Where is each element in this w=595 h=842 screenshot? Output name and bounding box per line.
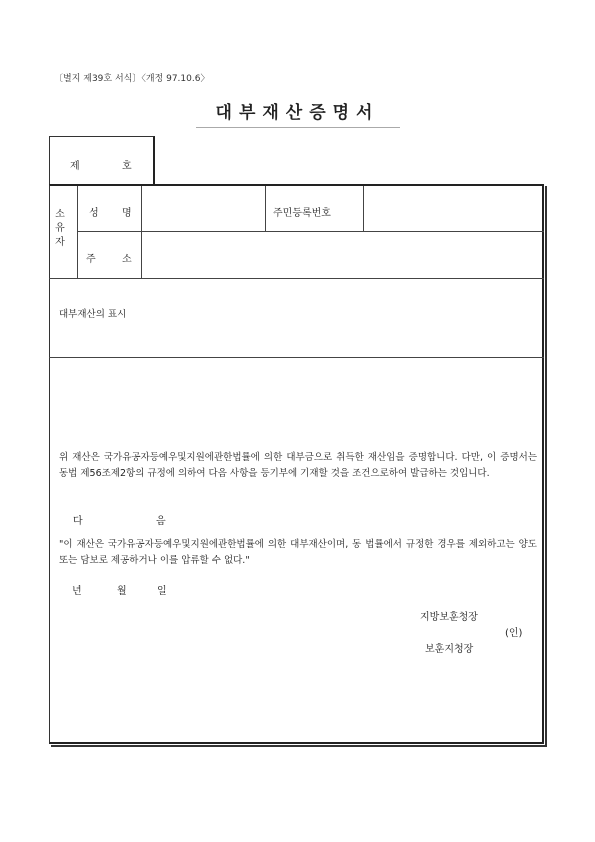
owner-section-label: 소유자	[55, 209, 65, 248]
box-shadow-right	[545, 186, 547, 746]
date-year-label: 년	[72, 586, 82, 597]
date-day-label: 일	[157, 586, 167, 597]
number-label-prefix: 제	[70, 161, 80, 172]
title-underline	[196, 127, 400, 128]
form-reference: 〔별지 제39호 서식〕〈개정 97.10.6〉	[54, 74, 210, 84]
next-label-b: 음	[156, 516, 166, 527]
certificate-statement: 위 재산은 국가유공자등예우및지원에관한법률에 의한 대부금으로 취득한 재산임을 증명합니다. 다만, 이 증명서는 동법 제56조제2항의 규정에 의하여 다음 사항을 등기부에 기재할 것을 조건으로하여 발급하는 것입니다.	[59, 452, 537, 479]
name-field[interactable]	[143, 188, 263, 230]
box-shadow-bottom	[51, 745, 547, 747]
owner-section-bottom	[49, 278, 544, 279]
name-label-a: 성	[89, 208, 99, 219]
owner-label-divider	[77, 186, 78, 278]
resident-number-field[interactable]	[365, 188, 541, 230]
document-title: 대부재산증명서	[215, 103, 380, 123]
name-value-divider	[265, 186, 266, 231]
seal-mark: (인)	[505, 628, 523, 639]
number-label-suffix: 호	[122, 161, 132, 172]
issuer-branch-office: 보훈지청장	[425, 644, 474, 655]
resident-number-label: 주민등록번호	[273, 208, 331, 219]
date-month-label: 월	[117, 586, 127, 597]
issuer-regional-office: 지방보훈청장	[420, 612, 478, 623]
property-section-bottom	[49, 357, 544, 358]
address-label-b: 소	[122, 254, 132, 265]
property-field[interactable]	[51, 322, 541, 356]
next-label-a: 다	[73, 516, 83, 527]
name-label-b: 명	[122, 208, 132, 219]
property-label: 대부재산의 표시	[59, 309, 127, 320]
registration-condition: "이 재산은 국가유공자등예우및지원에관한법률에 의한 대부재산이며, 동 법률에서 규정한 경우를 제외하고는 양도 또는 담보로 제공하거나 이를 압류할 수 없다."	[59, 539, 537, 566]
certificate-number-box	[49, 136, 155, 185]
resident-label-divider	[363, 186, 364, 231]
owner-row-divider	[77, 231, 544, 232]
address-field[interactable]	[143, 233, 541, 277]
field-label-divider	[141, 186, 142, 278]
address-label-a: 주	[86, 254, 96, 265]
